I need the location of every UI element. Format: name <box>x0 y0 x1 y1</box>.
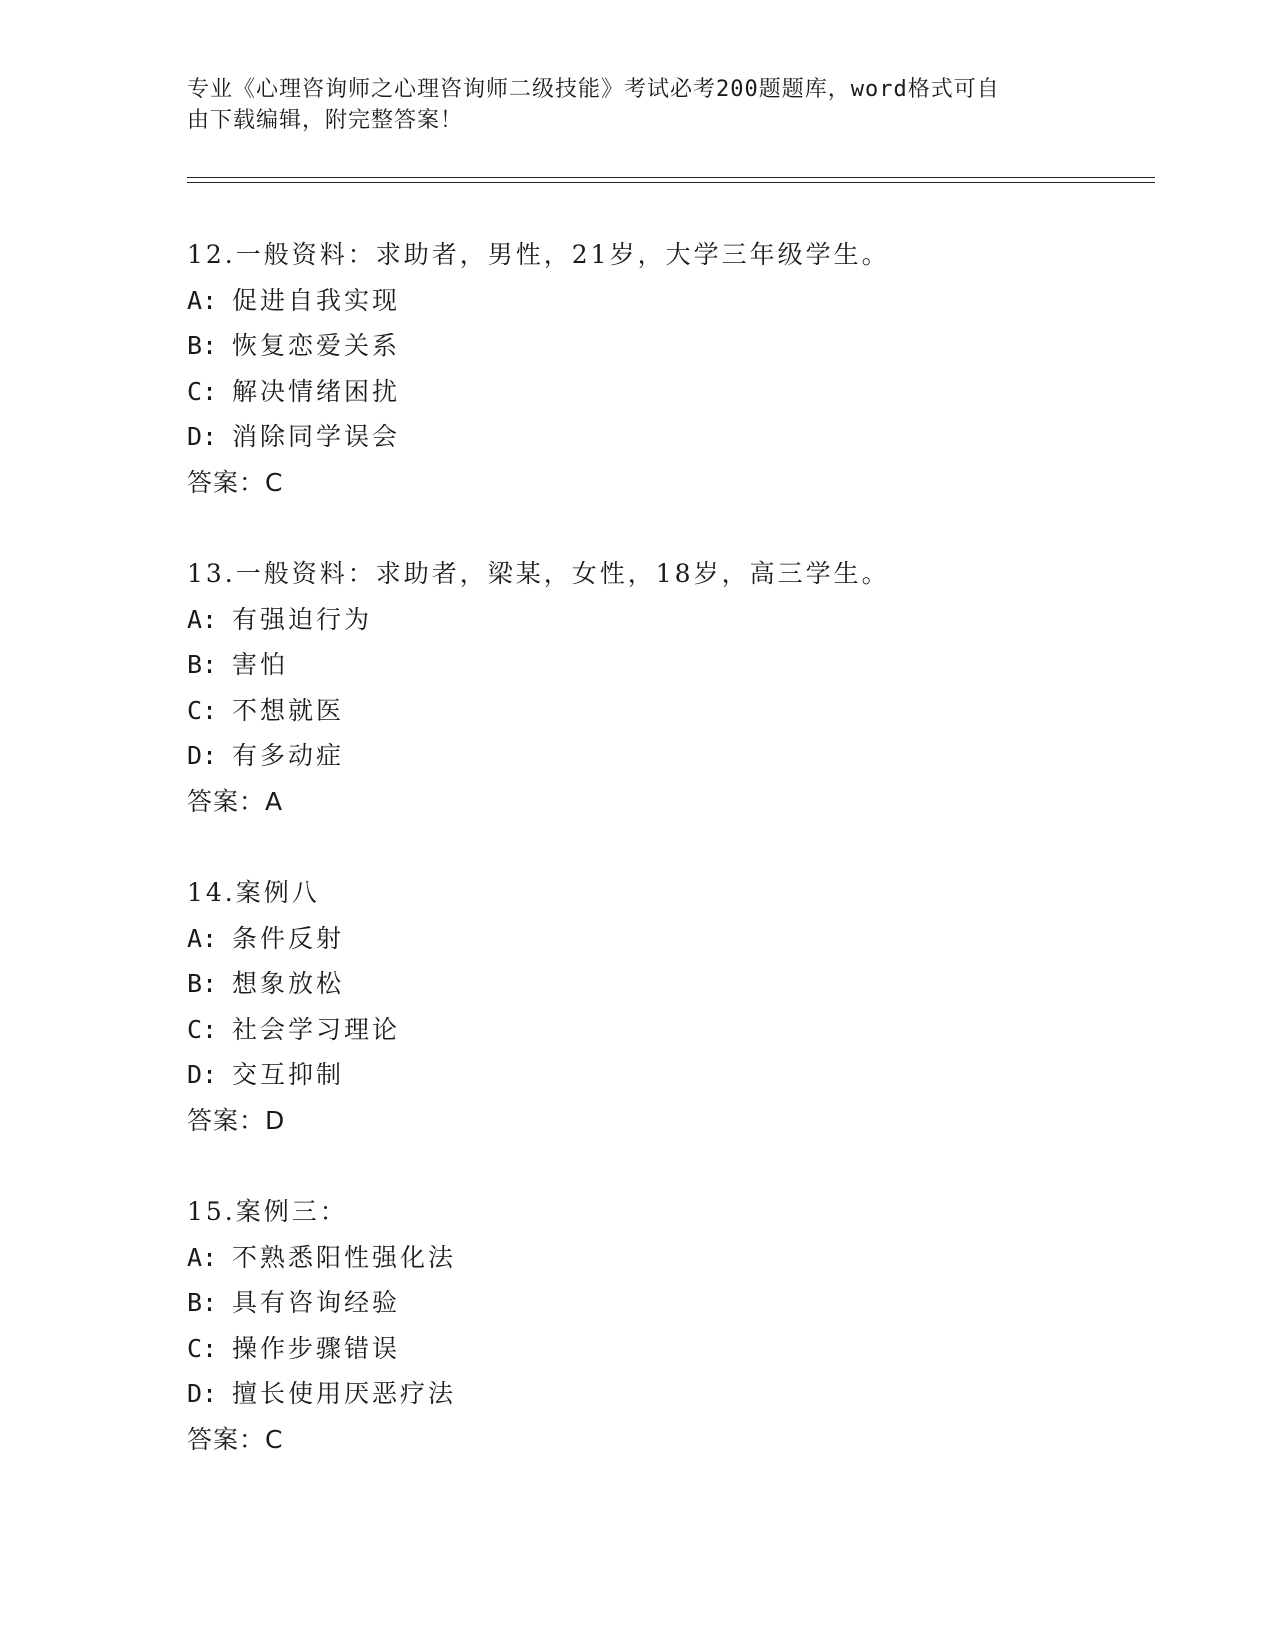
option-letter: C: <box>187 695 218 725</box>
option-a <box>187 916 1147 962</box>
question-15 <box>187 1189 1147 1463</box>
option-text: 操作步骤错误 <box>232 1333 401 1363</box>
header-divider-top <box>187 177 1155 178</box>
option-text: 有多动症 <box>232 741 345 771</box>
option-letter: D: <box>187 741 218 771</box>
option-letter: D: <box>187 1379 218 1409</box>
option-letter: A: <box>187 923 218 953</box>
option-a <box>187 278 1147 324</box>
option-c <box>187 369 1147 415</box>
question-stem: 12.一般资料：求助者，男性，21岁，大学三年级学生。 <box>187 240 890 269</box>
option-text: 想象放松 <box>232 969 345 999</box>
question-12 <box>187 232 1147 506</box>
header-divider-bottom <box>187 182 1155 183</box>
option-letter: D: <box>187 422 218 452</box>
option-letter: B: <box>187 331 218 361</box>
option-text: 恢复恋爱关系 <box>232 331 401 361</box>
question-stem: 15.案例三： <box>187 1197 348 1226</box>
option-c <box>187 688 1147 734</box>
option-text: 害怕 <box>232 650 289 680</box>
option-a <box>187 597 1147 643</box>
option-letter: C: <box>187 1014 218 1044</box>
option-a <box>187 1235 1147 1281</box>
answer-line: 答案：C <box>187 1424 284 1454</box>
option-letter: A: <box>187 1242 218 1272</box>
option-letter: B: <box>187 650 218 680</box>
option-b <box>187 642 1147 688</box>
option-text: 具有咨询经验 <box>232 1288 401 1318</box>
option-b <box>187 961 1147 1007</box>
option-letter: C: <box>187 376 218 406</box>
answer-line: 答案：D <box>187 1105 286 1135</box>
option-text: 促进自我实现 <box>232 285 401 315</box>
question-stem: 14.案例八 <box>187 878 320 907</box>
option-text: 社会学习理论 <box>232 1014 401 1044</box>
option-letter: C: <box>187 1333 218 1363</box>
answer-line: 答案：A <box>187 786 284 816</box>
answer-line: 答案：C <box>187 467 284 497</box>
option-letter: A: <box>187 285 218 315</box>
option-text: 不熟悉阳性强化法 <box>232 1242 457 1272</box>
option-d <box>187 1371 1147 1417</box>
question-13 <box>187 551 1147 825</box>
option-d <box>187 1052 1147 1098</box>
option-d <box>187 414 1147 460</box>
option-text: 擅长使用厌恶疗法 <box>232 1379 457 1409</box>
option-b <box>187 1280 1147 1326</box>
option-text: 消除同学误会 <box>232 422 401 452</box>
header-line-1: 专业《心理咨询师之心理咨询师二级技能》考试必考200题题库，word格式可自 <box>187 77 1000 102</box>
option-c <box>187 1326 1147 1372</box>
option-letter: B: <box>187 1288 218 1318</box>
option-text: 不想就医 <box>232 695 345 725</box>
question-stem: 13.一般资料：求助者，梁某，女性，18岁，高三学生。 <box>187 559 890 588</box>
option-text: 有强迫行为 <box>232 604 373 634</box>
option-letter: D: <box>187 1060 218 1090</box>
question-14 <box>187 870 1147 1144</box>
option-text: 交互抑制 <box>232 1060 345 1090</box>
option-letter: A: <box>187 604 218 634</box>
option-text: 条件反射 <box>232 923 345 953</box>
option-text: 解决情绪困扰 <box>232 376 401 406</box>
option-d <box>187 733 1147 779</box>
option-c <box>187 1007 1147 1053</box>
header-line-2: 由下载编辑，附完整答案！ <box>187 108 464 133</box>
option-letter: B: <box>187 969 218 999</box>
option-b <box>187 323 1147 369</box>
document-header <box>187 74 1067 136</box>
